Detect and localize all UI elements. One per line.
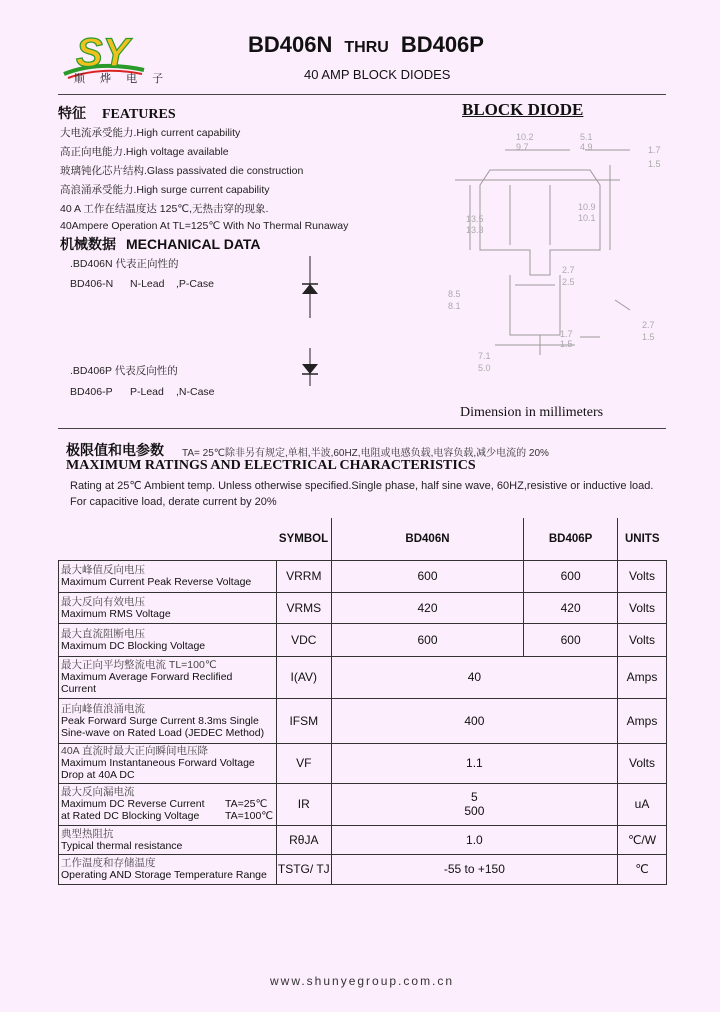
part-a: BD406N	[248, 32, 333, 57]
unit-cell: uA	[618, 783, 667, 825]
symbol-cell: IR	[276, 783, 331, 825]
bd406n-description: .BD406N 代表正向性的	[70, 258, 179, 270]
bd406n-label: BD406-N	[70, 278, 114, 290]
unit-cell: ℃/W	[618, 825, 667, 854]
param-en: Drop at 40A DC	[61, 769, 135, 781]
unit-cell: Volts	[618, 743, 667, 783]
param-en: Maximum Instantaneous Forward Voltage	[61, 757, 255, 769]
header-bd406p: BD406P	[524, 518, 618, 560]
symbol-cell: IFSM	[276, 698, 331, 743]
thru-label: THRU	[344, 39, 389, 56]
header-units: UNITS	[618, 518, 667, 560]
symbol-cell: TSTG/ TJ	[276, 854, 331, 884]
header-bd406n: BD406N	[331, 518, 523, 560]
param-en: Maximum Current Peak Reverse Voltage	[61, 576, 252, 588]
value-cell: 600	[331, 560, 523, 592]
mechanical-heading-cn: 机械数据	[60, 236, 116, 252]
feature-item: 玻璃钝化芯片结构.Glass passivated die construction	[60, 165, 304, 177]
table-header-row	[59, 518, 667, 560]
ratings-table	[58, 518, 667, 885]
diode-symbol-n-icon	[298, 256, 322, 318]
dim-label: 1.7	[560, 329, 573, 339]
feature-item: 高正向电能力.High voltage available	[60, 146, 229, 158]
table-row	[59, 743, 667, 783]
logo-text: SY	[76, 31, 130, 75]
param-en: Sine-wave on Rated Load (JEDEC Method)	[61, 726, 265, 739]
dim-label: 10.1	[578, 213, 596, 223]
features-heading-en: FEATURES	[102, 107, 176, 122]
symbol-cell: RθJA	[276, 825, 331, 854]
table-row	[59, 623, 667, 656]
param-cn: 典型热阻抗	[61, 827, 114, 840]
page-subtitle: 40 AMP BLOCK DIODES	[304, 67, 451, 82]
features-heading	[58, 103, 176, 123]
package-dimension-drawing	[430, 125, 670, 395]
param-en: Peak Forward Surge Current 8.3ms Single	[61, 714, 259, 727]
value-cell: 600	[524, 560, 618, 592]
header-symbol: SYMBOL	[276, 518, 331, 560]
table-row	[59, 783, 667, 825]
value-100c: 500	[464, 804, 485, 818]
dimension-note: Dimension in millimeters	[460, 405, 604, 420]
dim-label: 8.1	[448, 301, 461, 311]
feature-item: 高浪涌承受能力.High surge current capability	[60, 184, 270, 196]
param-cn: 正向峰值浪涌电流	[61, 702, 145, 715]
unit-cell: Volts	[618, 623, 667, 656]
unit-cell: Volts	[618, 592, 667, 623]
param-en: Current	[61, 683, 97, 695]
param-condition: TA=100℃	[225, 810, 274, 822]
rating-conditions: Rating at 25℃ Ambient temp. Unless otherwise specified.Single phase, half sine wave, 60HZ,resistive or inductive load.	[70, 480, 654, 492]
mechanical-heading	[60, 234, 261, 254]
dim-label: 1.7	[648, 145, 661, 155]
table-row	[59, 592, 667, 623]
value-cell: 600	[524, 623, 618, 656]
value-cell: 40	[331, 656, 617, 698]
unit-cell: Amps	[618, 698, 667, 743]
symbol-cell: VRMS	[276, 592, 331, 623]
param-cn: 最大直流阻断电压	[61, 627, 145, 640]
diode-symbol-p-icon	[298, 348, 322, 386]
value-cell: 600	[331, 623, 523, 656]
param-cn: 40A 直流时最大正向瞬间电压降	[61, 745, 209, 757]
dim-label: 1.5	[560, 339, 573, 349]
feature-item: 大电流承受能力.High current capability	[60, 127, 241, 139]
dim-label: 8.5	[448, 289, 461, 299]
value-cell: 400	[331, 698, 617, 743]
param-en: Maximum RMS Voltage	[61, 607, 171, 620]
bd406p-label: BD406-P	[70, 386, 113, 398]
symbol-cell: VDC	[276, 623, 331, 656]
dim-label: 5.1	[580, 132, 593, 142]
param-en: Typical thermal resistance	[61, 839, 183, 852]
dim-label: 1.5	[648, 159, 661, 169]
symbol-cell: VF	[276, 743, 331, 783]
footer-url[interactable]: www.shunyegroup.com.cn	[270, 974, 455, 988]
param-en: at Rated DC Blocking Voltage	[61, 810, 200, 822]
value-cell: 1.1	[331, 743, 617, 783]
table-row	[59, 825, 667, 854]
dim-label: 10.9	[578, 202, 596, 212]
ratings-heading-cn: 极限值和电参数	[66, 442, 164, 458]
bd406p-lead: P-Lead	[130, 386, 164, 398]
dim-label: 5.0	[478, 363, 491, 373]
value-cell	[331, 783, 617, 825]
header-divider	[58, 94, 666, 95]
dim-label: 13.3	[466, 225, 484, 235]
param-cn: 最大反向漏电流	[61, 786, 135, 798]
section-divider	[58, 428, 666, 429]
dim-label: 9.7	[516, 142, 529, 152]
dim-label: 10.2	[516, 132, 534, 142]
bd406p-case: ,N-Case	[176, 386, 215, 398]
ratings-heading-en: MAXIMUM RATINGS AND ELECTRICAL CHARACTERISTICS	[66, 458, 476, 473]
param-cn: 最大正向平均整流电流 TL=100℃	[61, 659, 217, 671]
value-25c: 5	[471, 790, 478, 804]
rating-derate: For capacitive load, derate current by 20%	[70, 496, 277, 508]
features-heading-cn: 特征	[58, 105, 86, 121]
param-en: Maximum DC Blocking Voltage	[61, 639, 206, 652]
param-cn: 最大反向有效电压	[61, 595, 145, 608]
dim-label: 7.1	[478, 351, 491, 361]
value-cell: 420	[524, 592, 618, 623]
dim-label: 1.5	[642, 332, 655, 342]
symbol-cell: VRRM	[276, 560, 331, 592]
table-row	[59, 560, 667, 592]
feature-item: 40 A 工作在结温度达 125℃,无热击穿的现象.	[60, 203, 269, 215]
part-b: BD406P	[400, 32, 484, 57]
block-diode-title: BLOCK DIODE	[462, 100, 584, 119]
symbol-cell: I(AV)	[276, 656, 331, 698]
bd406p-description: .BD406P 代表反向性的	[70, 365, 178, 377]
dim-label: 2.7	[562, 265, 575, 275]
param-en: Maximum DC Reverse Current	[61, 798, 205, 810]
table-row	[59, 854, 667, 884]
dim-label: 13.5	[466, 214, 484, 224]
param-en: Operating AND Storage Temperature Range	[61, 869, 267, 881]
feature-item: 40Ampere Operation At TL=125℃ With No Thermal Runaway	[60, 220, 349, 232]
param-cn: 工作温度和存储温度	[61, 857, 156, 869]
dim-label: 4.9	[580, 142, 593, 152]
dim-label: 2.5	[562, 277, 575, 287]
ratings-note-cn: TA= 25℃除非另有规定,单相,半波,60HZ,电阻或电感负载,电容负载,减少电流的 20%	[182, 448, 549, 459]
table-row	[59, 698, 667, 743]
param-cn: 最大峰值反向电压	[61, 564, 145, 576]
unit-cell: ℃	[618, 854, 667, 884]
bd406n-case: ,P-Case	[176, 278, 214, 290]
page-title	[248, 32, 484, 58]
dim-label: 2.7	[642, 320, 655, 330]
param-condition: TA=25℃	[225, 798, 268, 810]
bd406n-lead: N-Lead	[130, 278, 165, 290]
value-cell: 420	[331, 592, 523, 623]
table-row	[59, 656, 667, 698]
unit-cell: Amps	[618, 656, 667, 698]
value-cell: 1.0	[331, 825, 617, 854]
unit-cell: Volts	[618, 560, 667, 592]
value-cell: -55 to +150	[331, 854, 617, 884]
mechanical-heading-en: MECHANICAL DATA	[126, 236, 261, 252]
brand-name-cn: 顺 烨 电 子	[74, 73, 170, 85]
param-en: Maximum Average Forward Reclified	[61, 671, 233, 683]
